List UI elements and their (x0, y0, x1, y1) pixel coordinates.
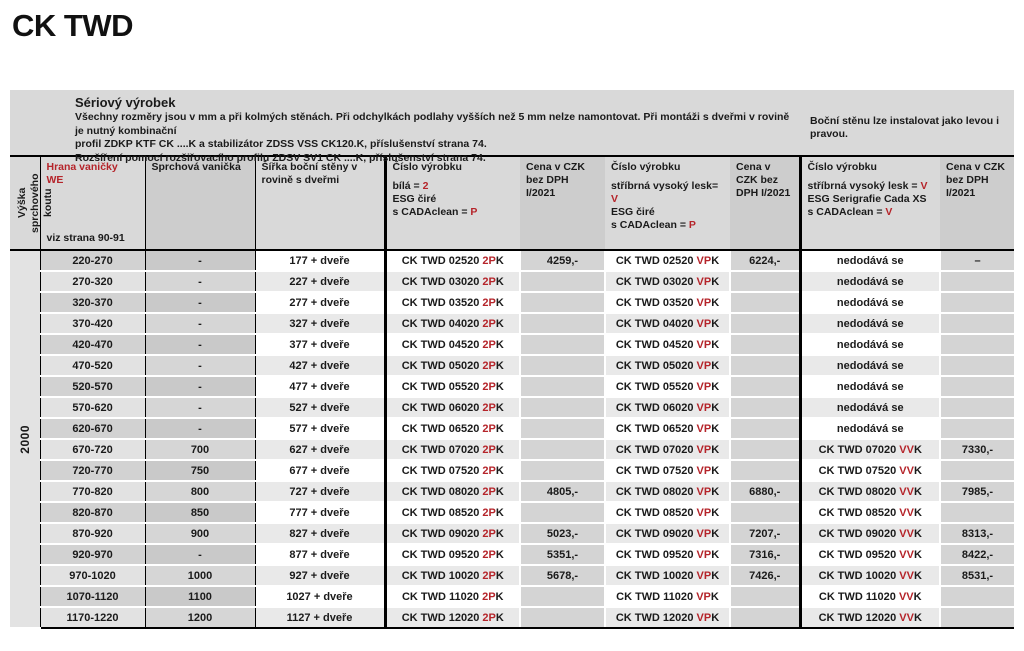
tray-cell: 750 (145, 460, 255, 481)
range-cell: 220-270 (40, 250, 145, 271)
code-silver-cell: CK TWD 06020 VPK (605, 397, 730, 418)
price-silver-cell (730, 313, 800, 334)
width-cell: 377 + dveře (255, 334, 385, 355)
price-silver-cell (730, 292, 800, 313)
price-silver-cell (730, 271, 800, 292)
price-serigrafie-cell (940, 376, 1014, 397)
price-serigrafie-cell (940, 292, 1014, 313)
width-cell: 677 + dveře (255, 460, 385, 481)
price-white-cell: 5351,- (520, 544, 605, 565)
price-silver-cell: 6880,- (730, 481, 800, 502)
price-serigrafie-cell (940, 586, 1014, 607)
code-serigrafie-cell: nedodává se (800, 271, 940, 292)
tray-cell: - (145, 544, 255, 565)
code-serigrafie-cell: CK TWD 07020 VVK (800, 439, 940, 460)
code-serigrafie-cell: nedodává se (800, 397, 940, 418)
width-cell: 927 + dveře (255, 565, 385, 586)
price-serigrafie-cell: – (940, 250, 1014, 271)
width-cell: 477 + dveře (255, 376, 385, 397)
table-header-row (10, 156, 1014, 250)
table-row (10, 271, 1014, 292)
price-serigrafie-cell (940, 355, 1014, 376)
tray-cell: 800 (145, 481, 255, 502)
price-serigrafie-cell (940, 397, 1014, 418)
price-serigrafie-cell (940, 313, 1014, 334)
width-cell: 877 + dveře (255, 544, 385, 565)
legend-silver: stříbrná vysoký lesk= V ESG čiré s CADAclean = P (611, 180, 719, 231)
code-serigrafie-cell: CK TWD 10020 VVK (800, 565, 940, 586)
price-white-cell (520, 355, 605, 376)
range-cell: 320-370 (40, 292, 145, 313)
price-serigrafie-cell: 8531,- (940, 565, 1014, 586)
code-white-cell: CK TWD 03520 2PK (385, 292, 520, 313)
price-silver-cell (730, 418, 800, 439)
range-cell: 770-820 (40, 481, 145, 502)
code-silver-cell: CK TWD 09520 VPK (605, 544, 730, 565)
table-row (10, 418, 1014, 439)
width-cell: 627 + dveře (255, 439, 385, 460)
range-cell: 370-420 (40, 313, 145, 334)
tray-cell: 900 (145, 523, 255, 544)
price-silver-cell: 7207,- (730, 523, 800, 544)
range-cell: 920-970 (40, 544, 145, 565)
tray-cell: 1100 (145, 586, 255, 607)
price-silver-cell (730, 460, 800, 481)
table-row (10, 355, 1014, 376)
code-white-cell: CK TWD 06520 2PK (385, 418, 520, 439)
code-silver-cell: CK TWD 05020 VPK (605, 355, 730, 376)
range-cell: 420-470 (40, 334, 145, 355)
tray-cell: - (145, 271, 255, 292)
table-row (10, 481, 1014, 502)
column-header-tray-edge: Hrana vaničky WE viz strana 90-91 (40, 156, 145, 250)
code-silver-cell: CK TWD 04020 VPK (605, 313, 730, 334)
width-cell: 177 + dveře (255, 250, 385, 271)
price-serigrafie-cell (940, 607, 1014, 628)
price-silver-cell: 7316,- (730, 544, 800, 565)
price-white-cell (520, 460, 605, 481)
price-white-cell (520, 292, 605, 313)
width-cell: 1127 + dveře (255, 607, 385, 628)
tray-cell: - (145, 376, 255, 397)
price-serigrafie-cell (940, 502, 1014, 523)
height-value-cell (10, 250, 40, 628)
code-serigrafie-cell: CK TWD 08520 VVK (800, 502, 940, 523)
code-serigrafie-cell: nedodává se (800, 250, 940, 271)
code-silver-cell: CK TWD 11020 VPK (605, 586, 730, 607)
tray-cell: - (145, 418, 255, 439)
range-cell: 970-1020 (40, 565, 145, 586)
code-white-cell: CK TWD 08020 2PK (385, 481, 520, 502)
column-header-shower-tray: Sprchová vanička (145, 156, 255, 250)
price-white-cell (520, 397, 605, 418)
page-title: CK TWD (12, 8, 133, 43)
range-cell: 1170-1220 (40, 607, 145, 628)
code-white-cell: CK TWD 09520 2PK (385, 544, 520, 565)
column-header-code-serigrafie: Číslo výrobku stříbrná vysoký lesk = V ESG Serigrafie Cada XS s CADAclean = V (800, 156, 940, 250)
intro-line-1: Všechny rozměry jsou v mm a při kolmých stěnách. Při odchylkách podlahy vyšších než 5 mm nelze namontovat. Při montáži s dveřmi v rovině je nutný kombinační (75, 111, 790, 137)
code-silver-cell: CK TWD 03020 VPK (605, 271, 730, 292)
code-silver-cell: CK TWD 08020 VPK (605, 481, 730, 502)
code-white-cell: CK TWD 02520 2PK (385, 250, 520, 271)
price-silver-cell (730, 439, 800, 460)
range-cell: 520-570 (40, 376, 145, 397)
range-cell: 720-770 (40, 460, 145, 481)
code-serigrafie-cell: nedodává se (800, 418, 940, 439)
code-serigrafie-cell: nedodává se (800, 292, 940, 313)
table-row (10, 565, 1014, 586)
tray-cell: - (145, 397, 255, 418)
code-silver-cell: CK TWD 04520 VPK (605, 334, 730, 355)
table-row (10, 376, 1014, 397)
code-white-cell: CK TWD 11020 2PK (385, 586, 520, 607)
price-serigrafie-cell: 8422,- (940, 544, 1014, 565)
code-white-cell: CK TWD 04020 2PK (385, 313, 520, 334)
code-white-cell: CK TWD 04520 2PK (385, 334, 520, 355)
code-serigrafie-cell: nedodává se (800, 376, 940, 397)
code-white-cell: CK TWD 07520 2PK (385, 460, 520, 481)
price-white-cell: 4805,- (520, 481, 605, 502)
range-cell: 1070-1120 (40, 586, 145, 607)
range-cell: 820-870 (40, 502, 145, 523)
table-row (10, 334, 1014, 355)
price-silver-cell: 6224,- (730, 250, 800, 271)
price-serigrafie-cell (940, 418, 1014, 439)
code-silver-cell: CK TWD 12020 VPK (605, 607, 730, 628)
column-header-price-1: Cena v CZK bez DPH I/2021 (520, 156, 605, 250)
table-row (10, 292, 1014, 313)
code-silver-cell: CK TWD 02520 VPK (605, 250, 730, 271)
range-cell: 270-320 (40, 271, 145, 292)
width-cell: 227 + dveře (255, 271, 385, 292)
width-cell: 777 + dveře (255, 502, 385, 523)
column-header-price-2: Cena v CZK bez DPH I/2021 (730, 156, 800, 250)
table-row (10, 523, 1014, 544)
column-header-price-3: Cena v CZK bez DPH I/2021 (940, 156, 1014, 250)
table-row (10, 502, 1014, 523)
range-cell: 620-670 (40, 418, 145, 439)
price-silver-cell (730, 376, 800, 397)
width-cell: 577 + dveře (255, 418, 385, 439)
code-serigrafie-cell: CK TWD 08020 VVK (800, 481, 940, 502)
width-cell: 277 + dveře (255, 292, 385, 313)
column-header-code-white: Číslo výrobku bílá = 2 ESG čiré s CADAclean = P (385, 156, 520, 250)
code-white-cell: CK TWD 10020 2PK (385, 565, 520, 586)
price-white-cell (520, 376, 605, 397)
series-product-heading: Sériový výrobek (75, 95, 176, 110)
price-silver-cell (730, 397, 800, 418)
price-silver-cell (730, 586, 800, 607)
table-row (10, 397, 1014, 418)
intro-band (10, 90, 1014, 164)
code-serigrafie-cell: CK TWD 09520 VVK (800, 544, 940, 565)
intro-line-2: profil ZDKP KTF CK ....K a stabilizátor ZDSS VSS CK120.K, příslušenství strana 74. (75, 138, 487, 150)
column-header-side-wall-width: Šířka boční stěny v rovině s dveřmi (255, 156, 385, 250)
column-header-height (10, 156, 54, 250)
table-row (10, 250, 1014, 271)
range-cell: 470-520 (40, 355, 145, 376)
code-white-cell: CK TWD 03020 2PK (385, 271, 520, 292)
code-silver-cell: CK TWD 09020 VPK (605, 523, 730, 544)
price-white-cell (520, 418, 605, 439)
legend-serigrafie: stříbrná vysoký lesk = V ESG Serigrafie Cada XS s CADAclean = V (807, 180, 928, 218)
width-cell: 727 + dveře (255, 481, 385, 502)
tray-cell: 1000 (145, 565, 255, 586)
height-vertical-label: Výška sprchového koutu (16, 173, 54, 233)
code-white-cell: CK TWD 09020 2PK (385, 523, 520, 544)
intro-line-3: Rozšíření pomocí rozšiřovacího profilu ZDSV SV1 CK ....K, příslušenství strana 74. (75, 151, 486, 164)
price-table-sheet (10, 90, 1014, 629)
tray-cell: - (145, 292, 255, 313)
price-white-cell (520, 502, 605, 523)
width-cell: 327 + dveře (255, 313, 385, 334)
code-serigrafie-cell: nedodává se (800, 334, 940, 355)
code-silver-cell: CK TWD 06520 VPK (605, 418, 730, 439)
code-silver-cell: CK TWD 07020 VPK (605, 439, 730, 460)
range-cell: 870-920 (40, 523, 145, 544)
width-cell: 427 + dveře (255, 355, 385, 376)
table-body (10, 250, 1014, 628)
see-page-note: viz strana 90-91 (46, 232, 125, 244)
code-white-cell: CK TWD 07020 2PK (385, 439, 520, 460)
price-serigrafie-cell: 7330,- (940, 439, 1014, 460)
price-silver-cell: 7426,- (730, 565, 800, 586)
table-row (10, 544, 1014, 565)
price-white-cell (520, 607, 605, 628)
price-serigrafie-cell (940, 460, 1014, 481)
code-white-cell: CK TWD 06020 2PK (385, 397, 520, 418)
price-white-cell (520, 271, 605, 292)
code-white-cell: CK TWD 05520 2PK (385, 376, 520, 397)
code-serigrafie-cell: CK TWD 12020 VVK (800, 607, 940, 628)
price-white-cell (520, 334, 605, 355)
price-serigrafie-cell: 7985,- (940, 481, 1014, 502)
table-row (10, 439, 1014, 460)
width-cell: 1027 + dveře (255, 586, 385, 607)
price-white-cell (520, 439, 605, 460)
price-serigrafie-cell (940, 271, 1014, 292)
code-silver-cell: CK TWD 08520 VPK (605, 502, 730, 523)
price-white-cell: 5023,- (520, 523, 605, 544)
price-white-cell (520, 313, 605, 334)
code-serigrafie-cell: CK TWD 11020 VVK (800, 586, 940, 607)
price-silver-cell (730, 607, 800, 628)
code-serigrafie-cell: CK TWD 09020 VVK (800, 523, 940, 544)
table-row (10, 586, 1014, 607)
tray-cell: - (145, 355, 255, 376)
height-value: 2000 (17, 424, 32, 454)
price-white-cell: 5678,- (520, 565, 605, 586)
code-white-cell: CK TWD 08520 2PK (385, 502, 520, 523)
tray-cell: - (145, 250, 255, 271)
code-serigrafie-cell: nedodává se (800, 313, 940, 334)
tray-cell: 850 (145, 502, 255, 523)
price-serigrafie-cell: 8313,- (940, 523, 1014, 544)
width-cell: 827 + dveře (255, 523, 385, 544)
product-price-table (10, 155, 1014, 629)
code-silver-cell: CK TWD 05520 VPK (605, 376, 730, 397)
legend-white: bílá = 2 ESG čiré s CADAclean = P (392, 180, 478, 218)
tray-cell: - (145, 313, 255, 334)
width-cell: 527 + dveře (255, 397, 385, 418)
table-row (10, 607, 1014, 628)
price-silver-cell (730, 334, 800, 355)
price-silver-cell (730, 355, 800, 376)
tray-cell: 700 (145, 439, 255, 460)
code-serigrafie-cell: nedodává se (800, 355, 940, 376)
code-silver-cell: CK TWD 03520 VPK (605, 292, 730, 313)
price-white-cell (520, 586, 605, 607)
tray-cell: 1200 (145, 607, 255, 628)
table-row (10, 313, 1014, 334)
code-white-cell: CK TWD 05020 2PK (385, 355, 520, 376)
price-silver-cell (730, 502, 800, 523)
code-silver-cell: CK TWD 10020 VPK (605, 565, 730, 586)
code-silver-cell: CK TWD 07520 VPK (605, 460, 730, 481)
price-serigrafie-cell (940, 334, 1014, 355)
code-white-cell: CK TWD 12020 2PK (385, 607, 520, 628)
price-white-cell: 4259,- (520, 250, 605, 271)
column-header-code-silver: Číslo výrobku stříbrná vysoký lesk= V ESG čiré s CADAclean = P (605, 156, 730, 250)
tray-cell: - (145, 334, 255, 355)
code-serigrafie-cell: CK TWD 07520 VVK (800, 460, 940, 481)
table-row (10, 460, 1014, 481)
range-cell: 570-620 (40, 397, 145, 418)
range-cell: 670-720 (40, 439, 145, 460)
side-wall-note: Boční stěnu lze instalovat jako levou i pravou. (810, 115, 1000, 140)
